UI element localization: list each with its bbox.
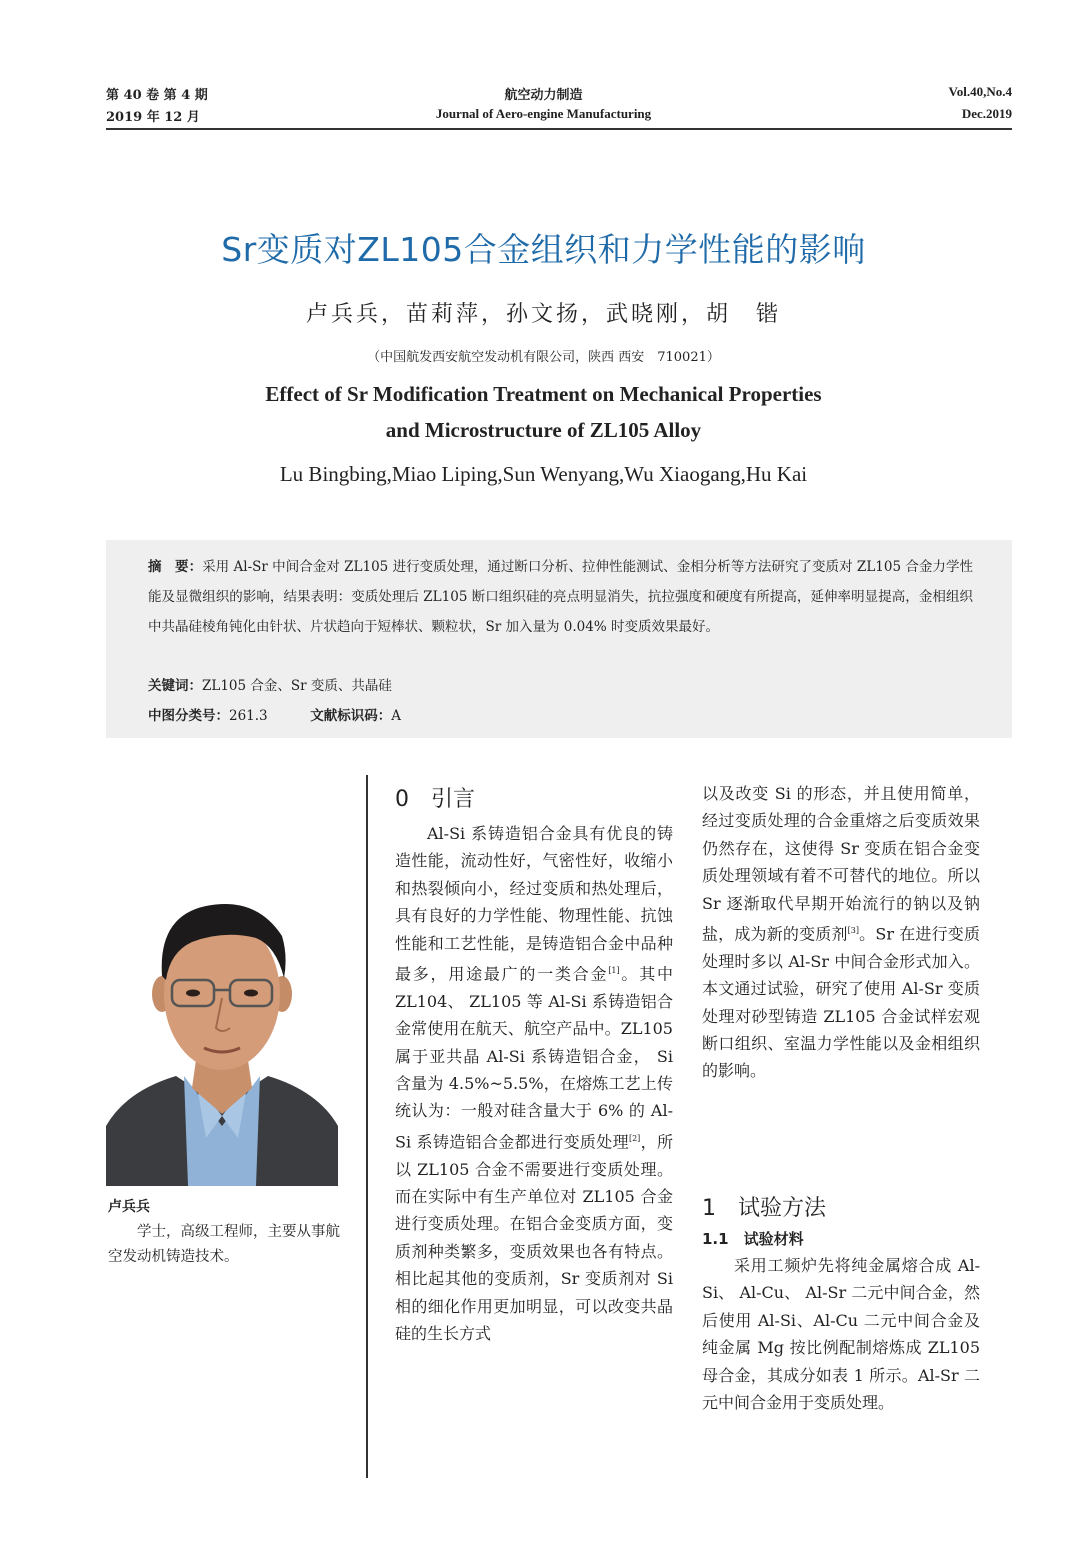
author-photo: [106, 876, 338, 1186]
clc-number: 261.3: [229, 708, 268, 724]
para1-part-c: ，所以 ZL105 合金不需要进行变质处理。而在实际中有生产单位对 ZL105 合金进行变质处理。在铝合金变质方面，变质剂种类繁多，变质效果也各有特点。相比起其他的变质剂，Sr 变质剂对 Si 相的细化作用更加明显，可以改变共晶硅的生长方式: [395, 1132, 673, 1343]
para1-part-a: Al-Si 系铸造铝合金具有优良的铸造性能，流动性好，气密性好，收缩小和热裂倾向小，经过变质和热处理后，具有良好的力学性能、物理性能、抗蚀性能和工艺性能，是铸造铝合金中品种最多，用途最广的一类合金: [395, 824, 673, 984]
journal-name-cn: 航空动力制造: [504, 88, 583, 103]
section-1-1-heading: 1.1 试验材料: [702, 1230, 804, 1248]
doc-code-label: 文献标识码：: [310, 708, 392, 724]
paper-title-en-line1: Effect of Sr Modification Treatment on Mechanical Properties: [265, 382, 822, 406]
clc-label: 中图分类号：: [148, 708, 229, 724]
volume-issue-en: Vol.40,No.4: [948, 84, 1012, 99]
affiliation: （中国航发西安航空发动机有限公司，陕西 西安 710021）: [367, 350, 720, 365]
authors-cn: 卢兵兵，苗莉萍，孙文扬，武晓刚，胡 锴: [305, 302, 781, 327]
section-0-paragraph-1-cont: [702, 780, 980, 1085]
citation-2: [2]: [628, 1133, 641, 1143]
section-0-column-1: [395, 820, 673, 1347]
bio-text: 学士，高级工程师，主要从事航空发动机铸造技术。: [108, 1224, 340, 1265]
keywords: ZL105 合金、Sr 变质、共晶硅: [202, 678, 392, 694]
bio-name: 卢兵兵: [108, 1199, 150, 1215]
journal-name-en: Journal of Aero-engine Manufacturing: [435, 106, 652, 121]
paper-title-cn: Sr变质对ZL105合金组织和力学性能的影响: [221, 230, 866, 269]
citation-1: [1]: [608, 966, 620, 976]
para2-part-a: 以及改变 Si 的形态，并且使用简单，经过变质处理的合金重熔之后变质效果仍然存在，这使得 Sr 变质在铝合金变质处理领域有着不可替代的地位。所以 Sr 逐渐取代早期开始流行的钠以及钠盐，成为新的变质剂: [702, 784, 980, 944]
paper-title-en: [0, 376, 1087, 448]
doc-code: A: [391, 708, 401, 724]
abstract-text: 采用 Al-Sr 中间合金对 ZL105 进行变质处理，通过断口分析、拉伸性能测试、金相分析等方法研究了变质对 ZL105 合金力学性能及显微组织的影响，结果表明：变质处理后 ZL105 断口组织硅的亮点明显消失，抗拉强度和硬度有所提高，延伸率明显提高，金相组织中共晶硅棱角钝化由针状、片状趋向于短棒状、颗粒状，Sr 加入量为 0.04% 时变质效果最好。: [148, 559, 973, 635]
abstract: [148, 552, 973, 642]
column-divider: [366, 775, 368, 1478]
abstract-label: 摘 要：: [148, 559, 203, 575]
section-0-heading: 0 引言: [395, 787, 475, 812]
section-1-1-paragraph: 采用工频炉先将纯金属熔合成 Al-Si、 Al-Cu、 Al-Sr 二元中间合金，然后使用 Al-Si、Al-Cu 二元中间合金及纯金属 Mg 按比例配制熔炼成 ZL105 母合金，其成分如表 1 所示。Al-Sr 二元中间合金用于变质处理。: [702, 1256, 980, 1413]
classification-line: [148, 704, 401, 724]
keywords-label: 关键词：: [148, 678, 202, 694]
para2-part-b: 。Sr 在进行变质处理时多以 Al-Sr 中间合金形式加入。本文通过试验，研究了使用 Al-Sr 变质处理对砂型铸造 ZL105 合金试样宏观断口组织、室温力学性能以及金相组织的影响。: [702, 924, 980, 1081]
section-0-paragraph-1: [395, 820, 673, 1347]
header-rule: [106, 128, 1012, 130]
keywords-line: [148, 674, 392, 694]
date-cn: 2019 年 12 月: [106, 110, 200, 125]
section-1-1-body: [702, 1252, 980, 1416]
section-0-column-2: [702, 780, 980, 1085]
citation-3: [3]: [847, 926, 859, 936]
volume-issue-cn: 第 40 卷 第 4 期: [106, 88, 208, 103]
authors-en: Lu Bingbing,Miao Liping,Sun Wenyang,Wu Xiaogang,Hu Kai: [279, 462, 808, 486]
paper-title-en-line2: and Microstructure of ZL105 Alloy: [385, 418, 702, 442]
section-1-heading: 1 试验方法: [702, 1196, 826, 1221]
para1-part-b: 。其中 ZL104、 ZL105 等 Al-Si 系铸造铝合金常使用在航天、航空产品中。ZL105 属于亚共晶 Al-Si 系铸造铝合金， Si 含量为 4.5%~5.5%，在熔炼工艺上传统认为：一般对硅含量大于 6% 的 Al-Si 系铸造铝合金都进行变质处理: [395, 964, 673, 1152]
date-en: Dec.2019: [961, 106, 1012, 121]
